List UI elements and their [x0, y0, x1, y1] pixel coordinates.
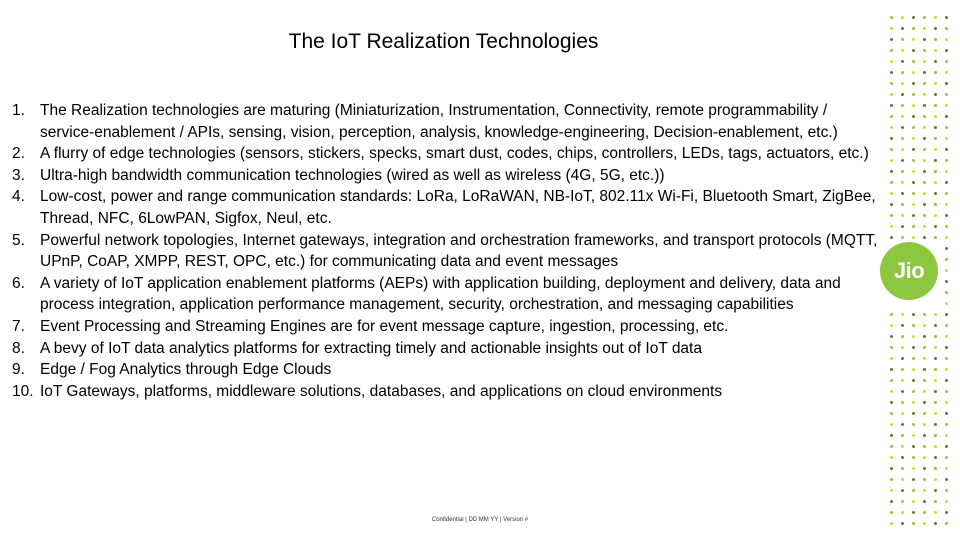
- decorative-dot: [934, 423, 937, 426]
- list-item-number: 6.: [12, 274, 25, 292]
- decorative-dot: [945, 269, 948, 272]
- decorative-dot: [923, 192, 926, 195]
- decorative-dot: [890, 148, 893, 151]
- decorative-dot: [912, 38, 915, 41]
- decorative-dot: [934, 115, 937, 118]
- decorative-dot: [912, 456, 915, 459]
- decorative-dot: [912, 16, 915, 19]
- decorative-dot: [934, 60, 937, 63]
- decorative-dot: [901, 412, 904, 415]
- decorative-dot: [923, 445, 926, 448]
- decorative-dot: [923, 27, 926, 30]
- decorative-dot: [890, 478, 893, 481]
- decorative-dot: [890, 214, 893, 217]
- decorative-dot: [945, 478, 948, 481]
- decorative-dot: [901, 401, 904, 404]
- decorative-dot: [912, 115, 915, 118]
- decorative-dot: [945, 82, 948, 85]
- decorative-dot: [890, 313, 893, 316]
- decorative-dot: [945, 159, 948, 162]
- decorative-dot: [923, 324, 926, 327]
- decorative-dot: [934, 82, 937, 85]
- decorative-dot: [945, 445, 948, 448]
- decorative-dot: [934, 379, 937, 382]
- decorative-dot: [912, 522, 915, 525]
- decorative-dot: [934, 522, 937, 525]
- decorative-dot: [945, 291, 948, 294]
- decorative-dot: [890, 324, 893, 327]
- decorative-dot: [923, 214, 926, 217]
- decorative-dot: [945, 346, 948, 349]
- decorative-dot: [912, 445, 915, 448]
- decorative-dot: [890, 71, 893, 74]
- decorative-dot: [890, 38, 893, 41]
- decorative-dot: [923, 313, 926, 316]
- decorative-dot: [945, 434, 948, 437]
- list-item: [12, 186, 880, 229]
- decorative-dot: [901, 335, 904, 338]
- decorative-dot: [890, 137, 893, 140]
- decorative-dot: [934, 335, 937, 338]
- decorative-dot: [923, 522, 926, 525]
- decorative-dot: [890, 27, 893, 30]
- decorative-dot: [923, 500, 926, 503]
- decorative-dot: [934, 214, 937, 217]
- decorative-dot: [945, 192, 948, 195]
- technology-list: [12, 100, 880, 402]
- decorative-dot: [890, 192, 893, 195]
- decorative-dot: [912, 489, 915, 492]
- jio-logo: [880, 242, 938, 300]
- decorative-dot: [945, 60, 948, 63]
- decorative-dot: [901, 500, 904, 503]
- decorative-dot: [934, 500, 937, 503]
- decorative-dot: [945, 27, 948, 30]
- decorative-dot: [901, 49, 904, 52]
- decorative-dot: [890, 445, 893, 448]
- list-item: [12, 273, 880, 316]
- decorative-dot: [923, 49, 926, 52]
- decorative-dot: [934, 181, 937, 184]
- decorative-dot: [912, 467, 915, 470]
- decorative-dot: [934, 412, 937, 415]
- decorative-dot: [934, 511, 937, 514]
- decorative-dot: [923, 126, 926, 129]
- list-item-text: A variety of IoT application enablement platforms (AEPs) with application building, deployment and delivery, data and process integration, application performance management, security, orchestration, and messaging capabilities: [40, 274, 841, 314]
- decorative-dot: [945, 467, 948, 470]
- decorative-dot: [923, 71, 926, 74]
- decorative-dot: [945, 489, 948, 492]
- decorative-dot: [923, 390, 926, 393]
- decorative-dot: [912, 93, 915, 96]
- decorative-dot: [890, 412, 893, 415]
- decorative-dot: [945, 423, 948, 426]
- decorative-dot: [901, 379, 904, 382]
- decorative-dot: [890, 159, 893, 162]
- decorative-dot: [923, 401, 926, 404]
- decorative-dot: [912, 49, 915, 52]
- decorative-dot: [923, 412, 926, 415]
- decorative-dot: [901, 445, 904, 448]
- decorative-dot: [912, 192, 915, 195]
- decorative-dot: [912, 148, 915, 151]
- decorative-dot: [901, 148, 904, 151]
- decorative-dot: [934, 357, 937, 360]
- decorative-dot: [901, 71, 904, 74]
- decorative-dot: [912, 478, 915, 481]
- logo-text: Jio: [893, 258, 925, 283]
- decorative-dot: [934, 16, 937, 19]
- decorative-dot: [934, 170, 937, 173]
- decorative-dot: [901, 478, 904, 481]
- decorative-dot: [923, 16, 926, 19]
- decorative-dot: [912, 71, 915, 74]
- decorative-dot: [912, 225, 915, 228]
- decorative-dot: [945, 115, 948, 118]
- list-item-text: Event Processing and Streaming Engines are for event message capture, ingestion, processing, etc.: [40, 317, 729, 335]
- decorative-dot: [923, 434, 926, 437]
- list-item: [12, 165, 880, 187]
- list-item: [12, 338, 880, 360]
- decorative-dot: [912, 500, 915, 503]
- decorative-dot: [912, 346, 915, 349]
- decorative-dot: [923, 423, 926, 426]
- decorative-dot: [923, 159, 926, 162]
- decorative-dot: [945, 522, 948, 525]
- decorative-dot: [934, 225, 937, 228]
- decorative-dot: [912, 104, 915, 107]
- decorative-dot: [945, 390, 948, 393]
- decorative-dot: [901, 357, 904, 360]
- decorative-dot: [890, 16, 893, 19]
- decorative-dot: [923, 38, 926, 41]
- decorative-dot: [923, 489, 926, 492]
- decorative-dot: [945, 170, 948, 173]
- decorative-dot: [890, 115, 893, 118]
- decorative-dot: [890, 82, 893, 85]
- decorative-dot: [934, 126, 937, 129]
- decorative-dot: [945, 313, 948, 316]
- decorative-dot: [890, 489, 893, 492]
- decorative-dot: [945, 38, 948, 41]
- decorative-dot: [934, 203, 937, 206]
- decorative-dot: [945, 258, 948, 261]
- decorative-dot: [934, 38, 937, 41]
- decorative-dot: [912, 181, 915, 184]
- decorative-dot: [945, 126, 948, 129]
- decorative-dot: [890, 49, 893, 52]
- decorative-dot: [901, 27, 904, 30]
- list-item-number: 8.: [12, 339, 25, 357]
- decorative-dot: [901, 236, 904, 239]
- list-item-text: A flurry of edge technologies (sensors, stickers, specks, smart dust, codes, chips, controllers, LEDs, tags, actuators, etc.): [40, 145, 869, 163]
- decorative-dot: [912, 203, 915, 206]
- list-item: [12, 316, 880, 338]
- decorative-dot: [945, 93, 948, 96]
- decorative-dot: [923, 148, 926, 151]
- decorative-dot: [934, 456, 937, 459]
- decorative-dot: [901, 170, 904, 173]
- decorative-dot: [912, 236, 915, 239]
- decorative-dot: [912, 126, 915, 129]
- decorative-dot: [945, 401, 948, 404]
- decorative-dot: [923, 456, 926, 459]
- decorative-dot: [945, 247, 948, 250]
- decorative-dot: [934, 236, 937, 239]
- decorative-dot: [945, 16, 948, 19]
- decorative-dot: [901, 346, 904, 349]
- decorative-dot: [934, 71, 937, 74]
- decorative-dot: [912, 170, 915, 173]
- decorative-dot: [901, 522, 904, 525]
- decorative-dot: [945, 214, 948, 217]
- decorative-dot: [912, 137, 915, 140]
- decorative-dot: [923, 60, 926, 63]
- decorative-dot: [912, 335, 915, 338]
- decorative-dot: [923, 236, 926, 239]
- list-item-text: The Realization technologies are maturing (Miniaturization, Instrumentation, Connectivity, remote programmability / service-enablement / APIs, sensing, vision, perception, analysis, knowledge-engineering, Decision-enablement, etc.): [40, 102, 838, 141]
- decorative-dot: [934, 192, 937, 195]
- decorative-dot: [945, 412, 948, 415]
- decorative-dot: [901, 38, 904, 41]
- decorative-dot: [890, 357, 893, 360]
- decorative-dot: [934, 390, 937, 393]
- decorative-dot: [934, 478, 937, 481]
- decorative-dot: [945, 225, 948, 228]
- decorative-dot: [945, 137, 948, 140]
- decorative-dot: [901, 489, 904, 492]
- decorative-dot: [912, 313, 915, 316]
- decorative-dot: [890, 456, 893, 459]
- decorative-dot: [912, 82, 915, 85]
- decorative-dot: [890, 203, 893, 206]
- decorative-dot: [901, 456, 904, 459]
- decorative-dot: [945, 280, 948, 283]
- list-item-text: IoT Gateways, platforms, middleware solutions, databases, and applications on cloud environments: [40, 382, 723, 400]
- decorative-dot: [901, 434, 904, 437]
- decorative-dot: [890, 60, 893, 63]
- decorative-dot: [945, 104, 948, 107]
- decorative-dot: [923, 137, 926, 140]
- decorative-dot: [901, 313, 904, 316]
- decorative-dot: [901, 467, 904, 470]
- list-item: [12, 100, 880, 143]
- decorative-dot: [934, 346, 937, 349]
- decorative-dot: [912, 511, 915, 514]
- decorative-dot: [890, 368, 893, 371]
- decorative-dot: [934, 401, 937, 404]
- decorative-dot: [912, 379, 915, 382]
- decorative-dot: [934, 93, 937, 96]
- decorative-dot: [890, 423, 893, 426]
- decorative-dot: [923, 357, 926, 360]
- decorative-dot: [923, 104, 926, 107]
- decorative-dot: [890, 401, 893, 404]
- decorative-dot: [923, 115, 926, 118]
- list-item-text: Ultra-high bandwidth communication technologies (wired as well as wireless (4G, 5G, etc.)): [40, 166, 665, 184]
- decorative-dot: [912, 368, 915, 371]
- decorative-dot: [901, 324, 904, 327]
- decorative-dot: [901, 192, 904, 195]
- list-item-number: 9.: [12, 361, 25, 379]
- list-item-text: A bevy of IoT data analytics platforms for extracting timely and actionable insights out of IoT data: [40, 339, 702, 357]
- list-item-number: 4.: [12, 188, 25, 206]
- decorative-dot: [912, 60, 915, 63]
- decorative-dot: [934, 434, 937, 437]
- decorative-dot: [934, 324, 937, 327]
- decorative-dot: [945, 49, 948, 52]
- decorative-dot: [934, 445, 937, 448]
- decorative-dot: [923, 379, 926, 382]
- decorative-dot: [912, 357, 915, 360]
- decorative-dot: [945, 302, 948, 305]
- list-item: [12, 143, 880, 165]
- decorative-dot: [901, 423, 904, 426]
- decorative-dot: [890, 379, 893, 382]
- decorative-dot: [923, 82, 926, 85]
- list-item-number: 10.: [12, 382, 34, 400]
- decorative-dot: [912, 214, 915, 217]
- list-item: [12, 359, 880, 381]
- decorative-dot: [912, 434, 915, 437]
- list-item-text: Low-cost, power and range communication standards: LoRa, LoRaWAN, NB-IoT, 802.11x Wi-Fi, Bluetooth Smart, ZigBee, Thread, NFC, 6LowPAN, Sigfox, Neul, etc.: [40, 188, 876, 227]
- decorative-dot: [923, 203, 926, 206]
- decorative-dot: [901, 16, 904, 19]
- decorative-dot: [934, 489, 937, 492]
- decorative-dot: [901, 137, 904, 140]
- decorative-dot: [901, 93, 904, 96]
- decorative-dot: [890, 522, 893, 525]
- decorative-dot: [912, 412, 915, 415]
- list-item-text: Powerful network topologies, Internet gateways, integration and orchestration frameworks, and transport protocols (MQTT, UPnP, CoAP, XMPP, REST, OPC, etc.) for communicating data and event messages: [40, 231, 878, 271]
- decorative-dot: [934, 49, 937, 52]
- list-item-number: 1.: [12, 102, 25, 119]
- decorative-dot: [901, 104, 904, 107]
- decorative-dot: [901, 115, 904, 118]
- decorative-dot: [923, 93, 926, 96]
- decorative-dot: [901, 511, 904, 514]
- decorative-dot: [923, 467, 926, 470]
- decorative-dot: [934, 148, 937, 151]
- decorative-dot: [945, 71, 948, 74]
- decorative-dot: [890, 335, 893, 338]
- decorative-dot: [890, 181, 893, 184]
- decorative-dot: [945, 357, 948, 360]
- decorative-dot: [923, 225, 926, 228]
- decorative-dot: [912, 401, 915, 404]
- list-item-number: 3.: [12, 166, 25, 184]
- decorative-dot: [945, 368, 948, 371]
- decorative-dot: [890, 434, 893, 437]
- decorative-dot: [901, 214, 904, 217]
- decorative-dot: [901, 159, 904, 162]
- list-item-number: 7.: [12, 317, 25, 335]
- decorative-dot: [934, 27, 937, 30]
- list-item-number: 5.: [12, 231, 25, 249]
- decorative-dot: [934, 104, 937, 107]
- list-item-number: 2.: [12, 145, 25, 163]
- decorative-dot: [945, 456, 948, 459]
- decorative-dot: [945, 181, 948, 184]
- decorative-dot: [934, 467, 937, 470]
- decorative-dot: [945, 236, 948, 239]
- decorative-dot: [923, 346, 926, 349]
- decorative-dot: [923, 181, 926, 184]
- decorative-dot: [890, 346, 893, 349]
- decorative-dot: [923, 170, 926, 173]
- decorative-dot: [901, 60, 904, 63]
- decorative-dot: [890, 390, 893, 393]
- decorative-dot: [890, 104, 893, 107]
- decorative-dot: [890, 170, 893, 173]
- decorative-dot: [901, 181, 904, 184]
- decorative-dot: [901, 390, 904, 393]
- decorative-dot: [923, 368, 926, 371]
- decorative-dot: [890, 126, 893, 129]
- decorative-dot: [912, 324, 915, 327]
- decorative-dot: [945, 148, 948, 151]
- decorative-dot: [934, 159, 937, 162]
- decorative-dot: [945, 203, 948, 206]
- decorative-dot: [901, 225, 904, 228]
- decorative-dot: [934, 368, 937, 371]
- decorative-dot: [890, 511, 893, 514]
- decorative-dot: [945, 324, 948, 327]
- decorative-dot: [901, 126, 904, 129]
- decorative-dot: [901, 82, 904, 85]
- decorative-dot: [923, 478, 926, 481]
- decorative-dot: [923, 511, 926, 514]
- list-item-text: Edge / Fog Analytics through Edge Clouds: [40, 361, 332, 379]
- decorative-dot: [890, 225, 893, 228]
- decorative-dot: [890, 500, 893, 503]
- slide-title: The IoT Realization Technologies: [288, 30, 599, 53]
- decorative-dot: [923, 335, 926, 338]
- decorative-dot: [912, 27, 915, 30]
- decorative-dot: [901, 368, 904, 371]
- decorative-dot: [901, 203, 904, 206]
- decorative-dot: [945, 335, 948, 338]
- decorative-dot: [912, 423, 915, 426]
- list-item: [12, 381, 880, 403]
- decorative-dot: [934, 137, 937, 140]
- decorative-dot: [945, 500, 948, 503]
- decorative-dot: [912, 159, 915, 162]
- decorative-dot: [890, 93, 893, 96]
- decorative-dot: [945, 511, 948, 514]
- list-item: [12, 230, 880, 273]
- decorative-dot: [945, 379, 948, 382]
- decorative-dot: [890, 467, 893, 470]
- decorative-dot: [934, 313, 937, 316]
- decorative-dot: [912, 390, 915, 393]
- decorative-dot: [890, 236, 893, 239]
- slide-footer: Confidential | DD MM YY | Version #: [431, 517, 529, 523]
